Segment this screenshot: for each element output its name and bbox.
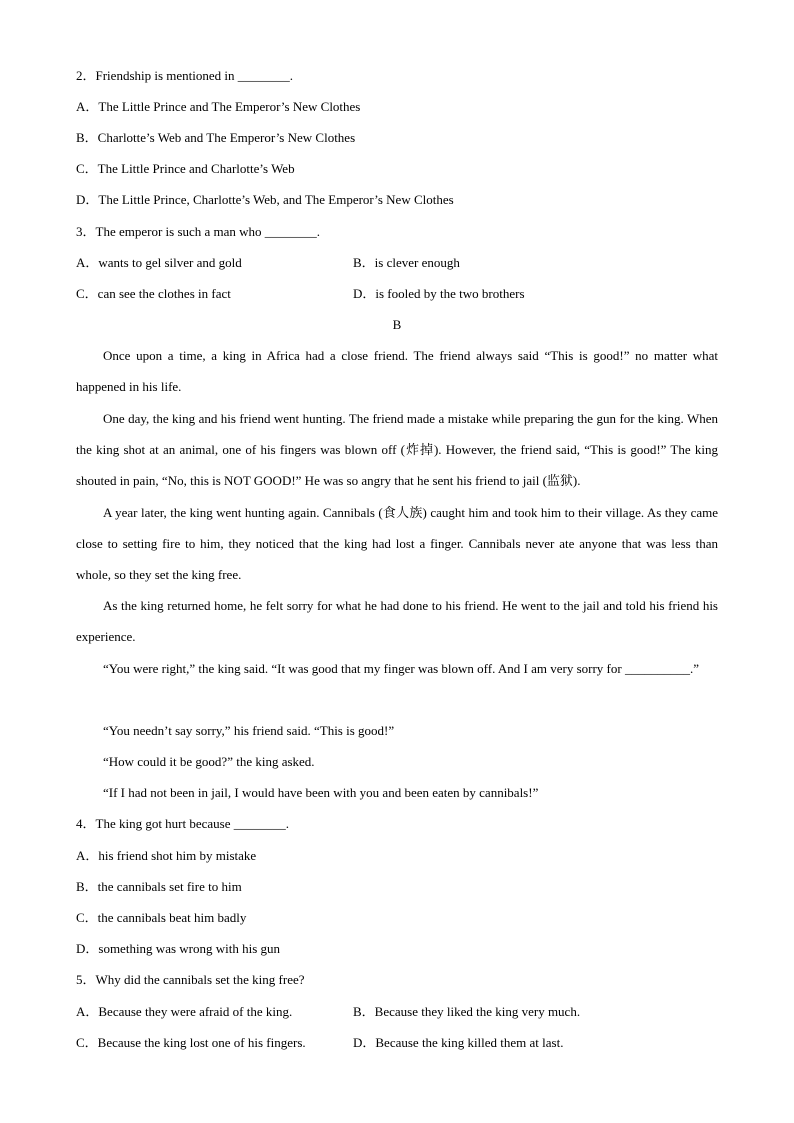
question-5-stem: 5．Why did the cannibals set the king free? bbox=[76, 972, 305, 987]
question-2-option-a: A．The Little Prince and The Emperor’s New Clothes bbox=[76, 99, 361, 114]
question-3-stem: 3．The emperor is such a man who ________. bbox=[76, 224, 321, 239]
question-5-option-a: A．Because they were afraid of the king. bbox=[76, 1004, 293, 1019]
passage-paragraph-3: A year later, the king went hunting again. Cannibals (食人族) caught him and took him to their village. As they came close to setting fire to him, they noticed that the king had lost a finger. Cannibals never ate anyone that was less than whole, so they set the king free. bbox=[76, 505, 718, 583]
question-4-option-c: C．the cannibals beat him badly bbox=[76, 910, 247, 925]
question-2-stem: 2．Friendship is mentioned in ________. bbox=[76, 68, 294, 83]
passage-paragraph-6: “You needn’t say sorry,” his friend said. “This is good!” bbox=[103, 723, 395, 738]
question-3-option-a: A．wants to gel silver and gold bbox=[76, 255, 242, 270]
question-4-stem: 4．The king got hurt because ________. bbox=[76, 816, 290, 831]
question-5-option-d: D．Because the king killed them at last. bbox=[353, 1035, 564, 1050]
question-4-option-a: A．his friend shot him by mistake bbox=[76, 848, 257, 863]
passage-paragraph-7: “How could it be good?” the king asked. bbox=[103, 754, 315, 769]
question-3-option-c: C．can see the clothes in fact bbox=[76, 286, 231, 301]
passage-paragraph-4: As the king returned home, he felt sorry for what he had done to his friend. He went to the jail and told his friend his experience. bbox=[76, 598, 718, 645]
section-b-heading: B bbox=[392, 317, 402, 332]
passage-paragraph-1: Once upon a time, a king in Africa had a close friend. The friend always said “This is good!” no matter what happened in his life. bbox=[76, 348, 718, 395]
question-4-option-d: D．something was wrong with his gun bbox=[76, 941, 281, 956]
passage-paragraph-8: “If I had not been in jail, I would have been with you and been eaten by cannibals!” bbox=[103, 785, 539, 800]
question-3-option-b: B．is clever enough bbox=[353, 255, 460, 270]
passage-paragraph-2: One day, the king and his friend went hunting. The friend made a mistake while preparing the gun for the king. When the king shot at an animal, one of his fingers was blown off (炸掉). However, the friend said, “This is good!” The king shouted in pain, “No, this is NOT GOOD!” He was so angry that he sent his friend to jail (监狱). bbox=[76, 411, 718, 489]
passage-paragraph-5: “You were right,” the king said. “It was good that my finger was blown off. And I am very sorry for __________.” bbox=[103, 661, 699, 676]
question-5-option-b: B．Because they liked the king very much. bbox=[353, 1004, 581, 1019]
question-5-option-c: C．Because the king lost one of his fingers. bbox=[76, 1035, 306, 1050]
question-2-option-d: D．The Little Prince, Charlotte’s Web, and The Emperor’s New Clothes bbox=[76, 192, 454, 207]
question-2-option-b: B．Charlotte’s Web and The Emperor’s New Clothes bbox=[76, 130, 356, 145]
question-4-option-b: B．the cannibals set fire to him bbox=[76, 879, 242, 894]
question-3-option-d: D．is fooled by the two brothers bbox=[353, 286, 525, 301]
question-2-option-c: C．The Little Prince and Charlotte’s Web bbox=[76, 161, 295, 176]
